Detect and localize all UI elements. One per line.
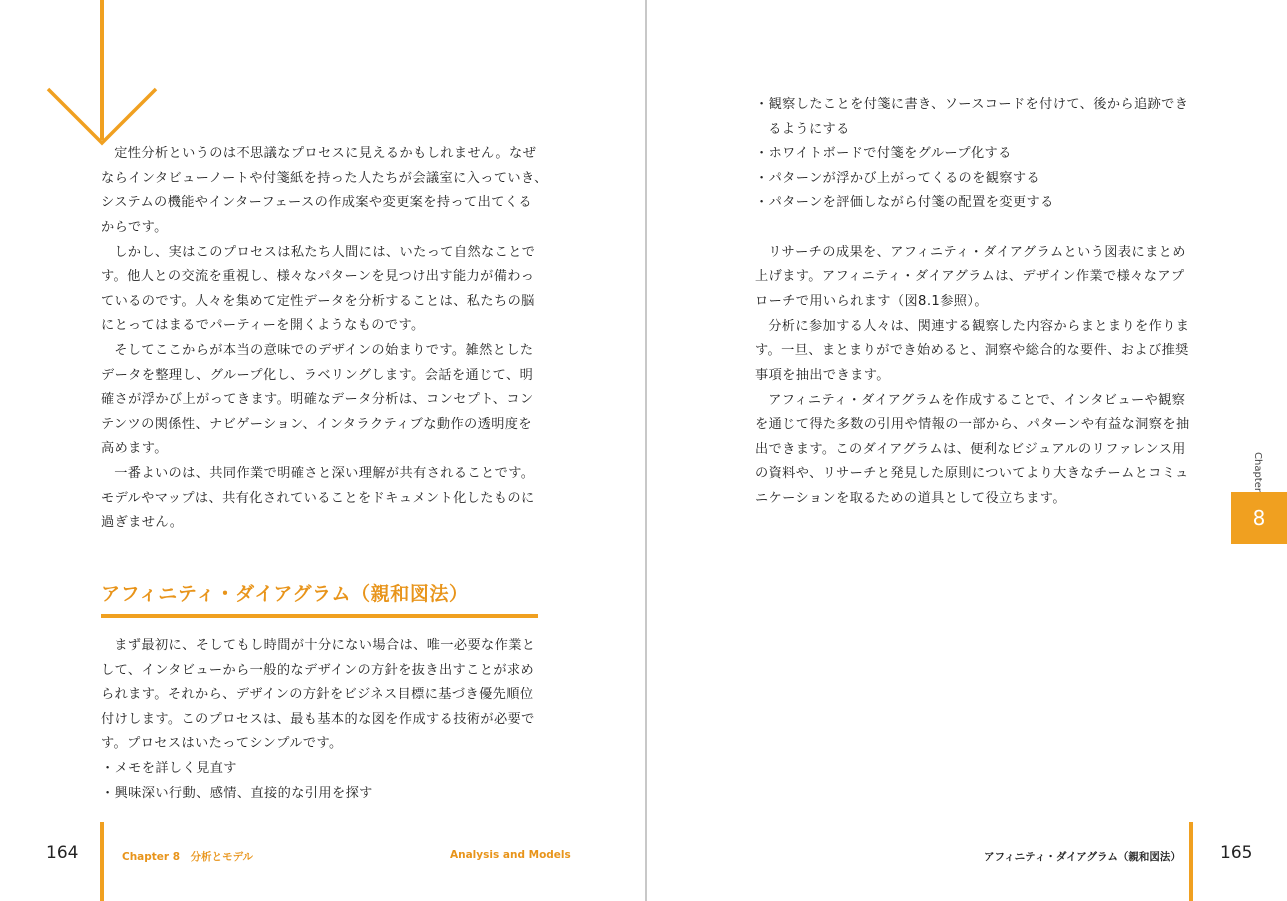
body-paragraph-3 (755, 389, 1238, 512)
footer-section-title: アフィニティ・ダイアグラム（親和図法） (984, 851, 1181, 863)
text-line: モデルやマップは、共有化されていることをドキュメント化したものに (101, 490, 535, 506)
text-line: られます。それから、デザインの方針をビジネス目標に基づき優先順位 (101, 687, 534, 703)
text-line: 上げます。アフィニティ・ダイアグラムは、デザイン作業で様々なアプ (755, 269, 1185, 285)
text-line: 過ぎません。 (101, 515, 184, 531)
text-line: システムの機能やインターフェースの作成案や変更案を持って出てくる (101, 195, 532, 211)
body-paragraph-1 (101, 142, 574, 240)
text-line: 確さが浮かび上がってきます。明確なデータ分析は、コンセプト、コン (101, 392, 534, 408)
text-line: す。他人との交流を重視し、様々なパターンを見つけ出す能力が備わっ (101, 269, 535, 285)
footer-english-title: Analysis and Models (450, 849, 571, 861)
footer-rule (1189, 822, 1193, 901)
text-line: の資料や、リサーチと発見した原則についてより大きなチームとコミュ (755, 466, 1189, 482)
text-line: す。プロセスはいたってシンプルです。 (101, 736, 343, 752)
list-item: ・パターンが浮かび上がってくるのを観察する (755, 170, 1041, 186)
text-line: 分析に参加する人々は、関連する観察した内容からまとまりを作りま (768, 318, 1190, 334)
text-line: 定性分析というのは不思議なプロセスに見えるかもしれません。なぜ (114, 146, 537, 161)
text-line: にとってはまるでパーティーを開くようなものです。 (101, 318, 425, 334)
text-line: そしてここからが本当の意味でのデザインの始まりです。雑然とした (114, 343, 534, 358)
list-item: ・ホワイトボードで付箋をグループ化する (755, 146, 1012, 162)
text-line: 事項を抽出できます。 (755, 367, 890, 383)
footer-chapter-title: Chapter 8 分析とモデル (122, 851, 254, 863)
chapter-tab-label: Chapter (1252, 452, 1263, 492)
text-line: を通じて得た多数の引用や情報の一部から、パターンや有益な洞察を抽 (755, 417, 1190, 433)
body-paragraph-2 (755, 315, 1238, 389)
text-line: テンツの関係性、ナビゲーション、インタラクティブな動作の透明度を (101, 416, 532, 432)
text-line: データを整理し、グループ化し、ラベリングします。会話を通じて、明 (101, 367, 534, 383)
text-line: ならインタビューノートや付箋紙を持った人たちが会議室に入っていき、 (101, 170, 548, 186)
text-line: ニケーションを取るための道具として役立ちます。 (755, 490, 1066, 506)
text-line: 付けします。このプロセスは、最も基本的な図を作成する技術が必要で (101, 711, 535, 727)
bullet-list (755, 93, 1235, 216)
list-item: ・メモを詳しく見直す (101, 761, 237, 776)
text-line: す。一旦、まとまりができ始めると、洞察や総合的な要件、および推奨 (755, 343, 1189, 359)
text-line: 一番よいのは、共同作業で明確さと深い理解が共有されることです。 (114, 466, 535, 481)
text-line: しかし、実はこのプロセスは私たち人間には、いたって自然なことで (114, 244, 536, 260)
footer-rule (100, 822, 104, 901)
list-item: ・観察したことを付箋に書き、ソースコードを付けて、後から追跡でき (755, 97, 1189, 112)
text-line: アフィニティ・ダイアグラムを作成することで、インタビューや観察 (768, 392, 1186, 408)
page-number: 165 (1220, 843, 1253, 863)
body-paragraph-4 (101, 462, 574, 536)
text-line: ローチで用いられます（図8.1参照）。 (755, 293, 988, 309)
text-line: リサーチの成果を、アフィニティ・ダイアグラムという図表にまとめ (768, 244, 1186, 260)
text-line: ているのです。人々を集めて定性データを分析することは、私たちの脳 (101, 293, 535, 309)
section-heading: アフィニティ・ダイアグラム（親和図法） (101, 580, 538, 618)
text-line: まず最初に、そしてもし時間が十分にない場合は、唯一必要な作業と (114, 638, 536, 653)
chapter-number: 8 (1252, 506, 1266, 530)
bullet-list (101, 757, 561, 806)
list-item: ・パターンを評価しながら付箋の配置を変更する (755, 195, 1054, 211)
chapter-tab (1231, 492, 1287, 544)
body-paragraph-3 (101, 339, 574, 462)
text-line: して、インタビューから一般的なデザインの方針を抜き出すことが求め (101, 662, 535, 678)
page-number: 164 (46, 843, 79, 863)
body-paragraph-1 (755, 241, 1238, 315)
section-paragraph (101, 634, 574, 757)
text-line: からです。 (101, 219, 168, 235)
down-arrow-icon (46, 86, 158, 148)
text-line: 出できます。このダイアグラムは、便利なビジュアルのリファレンス用 (755, 441, 1186, 457)
list-item-continuation: るようにする (768, 121, 850, 137)
text-line: 高めます。 (101, 441, 168, 457)
list-item: ・興味深い行動、感情、直接的な引用を探す (101, 785, 373, 801)
body-paragraph-2 (101, 241, 574, 339)
right-page (647, 0, 1287, 901)
